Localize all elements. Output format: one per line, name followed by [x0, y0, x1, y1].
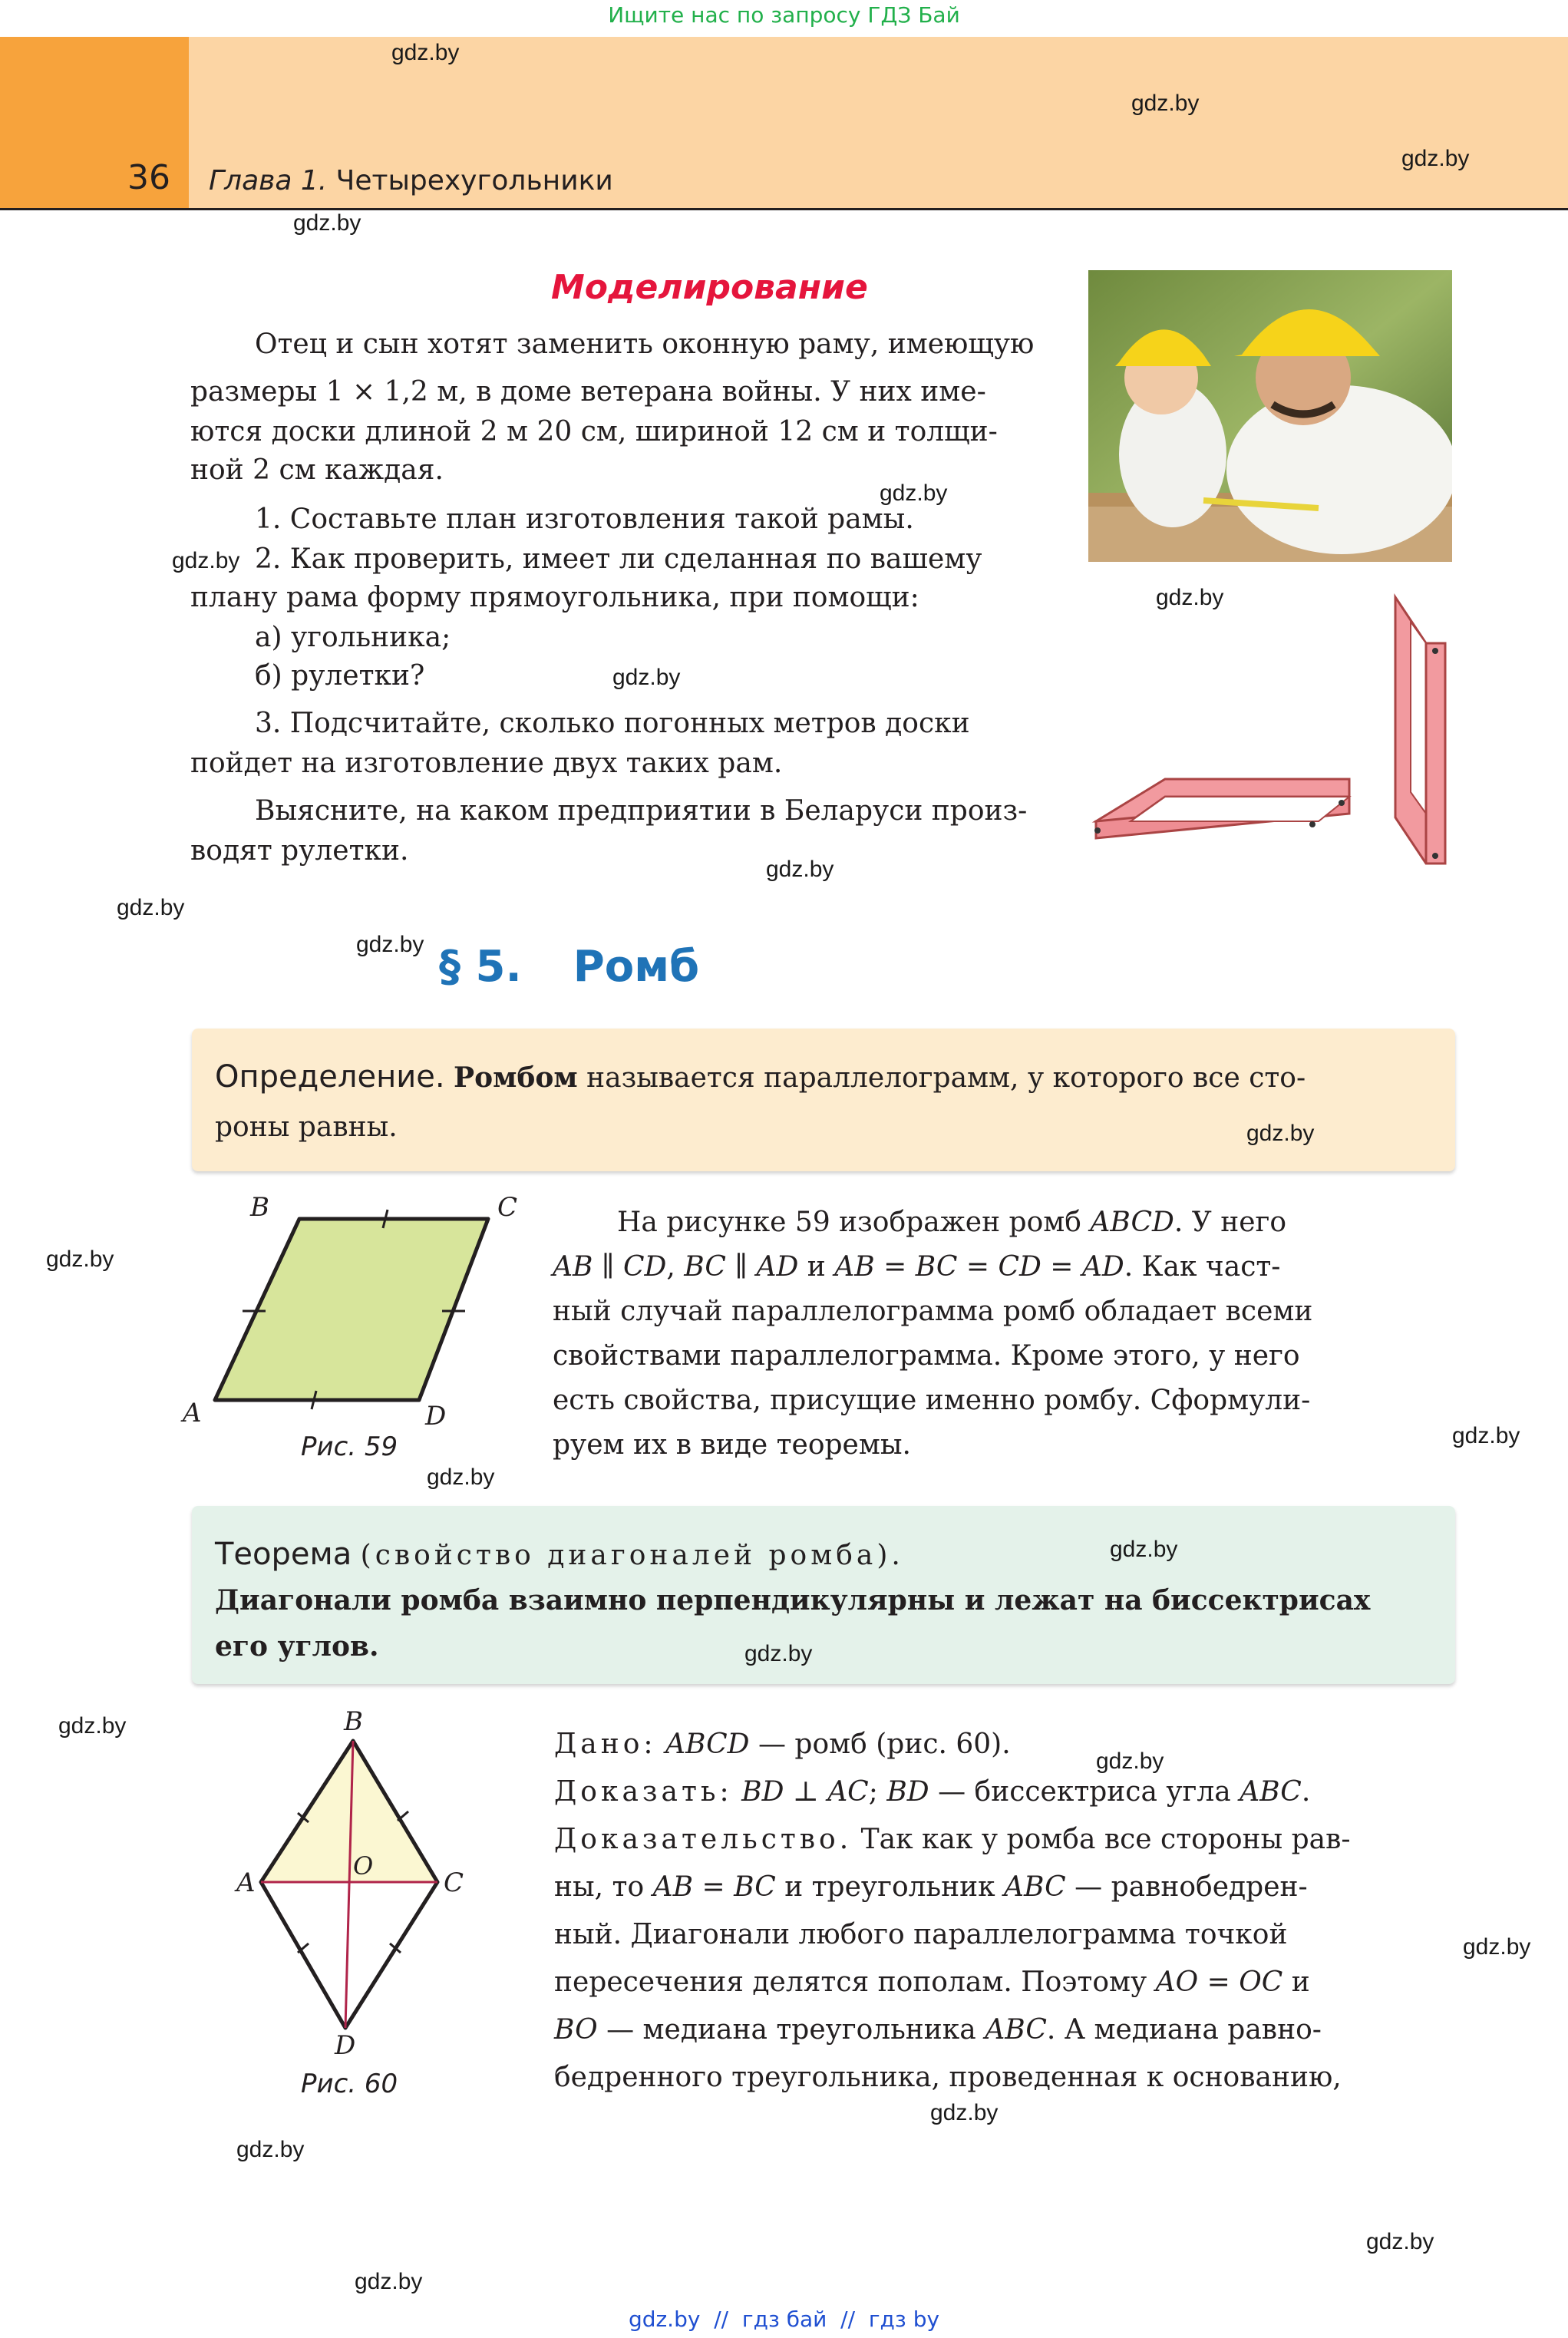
watermark: gdz.by [1246, 1121, 1315, 1146]
para59-l2-h: и [798, 1251, 835, 1283]
para59-l1-a: На рисунке 59 изображен ромб [617, 1207, 1091, 1238]
proof-l5-a: BO [554, 2014, 598, 2046]
proof-l2-c: и треугольник [775, 1871, 1005, 1903]
para59-l2-a: AB [553, 1251, 593, 1283]
para59-l1-c: . У него [1174, 1207, 1287, 1238]
watermark: gdz.by [236, 2137, 305, 2162]
watermark: gdz.by [172, 548, 240, 573]
para59-line-1 [617, 1204, 1455, 1242]
header-rule [0, 208, 1568, 210]
watermark: gdz.by [612, 665, 681, 690]
modeling-title: Моделирование [551, 268, 868, 307]
footer-links[interactable]: gdz.by // гдз бай // гдз by [628, 2307, 940, 2332]
prove-a: BD [741, 1776, 784, 1808]
para59-line-2 [553, 1248, 1280, 1286]
watermark: gdz.by [427, 1465, 495, 1490]
watermark: gdz.by [355, 2269, 423, 2294]
modeling-line-5: 1. Составьте план изготовления такой рамы. [255, 504, 914, 535]
given-label: Дано: [554, 1729, 657, 1760]
para59-l2-d: , [666, 1251, 685, 1283]
watermark: gdz.by [1096, 1749, 1164, 1774]
theorem-line-1 [215, 1535, 904, 1575]
para59-l2-j: . Как част- [1124, 1251, 1281, 1283]
theorem-line-2: Диагонали ромба взаимно перпендикулярны и лежат на биссектрисах [215, 1584, 1371, 1616]
proof-l5-c: ABC [985, 2014, 1047, 2046]
top-banner: Ищите нас по запросу ГДЗ Бай [608, 2, 960, 28]
modeling-line-13: водят рулетки. [190, 835, 409, 867]
proof-l2-b: AB = BC [652, 1871, 776, 1903]
figure-59-rhombus [169, 1194, 537, 1448]
fig59-label-d: D [425, 1401, 447, 1432]
section-heading [439, 941, 699, 993]
watermark: gdz.by [356, 932, 424, 957]
definition-line-2: роны равны. [215, 1111, 398, 1143]
watermark: gdz.by [1131, 91, 1200, 116]
para59-l2-e: BC [684, 1251, 726, 1283]
para59-l2-g: AD [756, 1251, 799, 1283]
prove-e: BD [886, 1776, 929, 1808]
proof-line-4 [554, 1963, 1310, 2002]
fig59-label-c: C [497, 1194, 518, 1223]
chapter-label: Глава 1. [209, 165, 328, 196]
fig60-label-o: O [353, 1851, 374, 1881]
modeling-line-6: 2. Как проверить, имеет ли сделанная по вашему [255, 543, 982, 575]
fig59-label-b: B [250, 1194, 269, 1223]
definition-line-1 [215, 1058, 1306, 1098]
photo-father-son [1088, 270, 1452, 562]
rhombus-shape [215, 1219, 488, 1400]
watermark: gdz.by [58, 1713, 127, 1739]
fig60-label-b: B [344, 1706, 363, 1737]
definition-box [192, 1029, 1455, 1171]
para59-line-6: руем их в виде теоремы. [553, 1429, 911, 1461]
modeling-line-9: б) рулетки? [255, 660, 425, 692]
section-title: Ромб [573, 942, 700, 992]
watermark: gdz.by [391, 40, 460, 65]
fig59-caption: Рис. 59 [301, 1432, 398, 1462]
watermark: gdz.by [1366, 2229, 1434, 2254]
prove-c: AC [827, 1776, 869, 1808]
theorem-label: Теорема [215, 1537, 352, 1572]
proof-l2-a: ны, то [554, 1871, 653, 1903]
modeling-line-7: плану рама форму прямоугольника, при помощи: [190, 582, 919, 613]
para59-line-3: ный случай параллелограмма ромб обладает всеми [553, 1296, 1313, 1327]
para59-l2-f: ∥ [725, 1251, 757, 1283]
para59-l2-b: ∥ [593, 1251, 623, 1283]
proof-l5-b: — медиана треугольника [597, 2014, 985, 2046]
modeling-line-10: 3. Подсчитайте, сколько погонных метров доски [255, 708, 970, 739]
fig60-label-c: C [444, 1867, 464, 1898]
prove-f: — биссектриса угла [929, 1776, 1240, 1808]
watermark: gdz.by [1110, 1537, 1178, 1562]
proof-line-1 [554, 1821, 1351, 1859]
chapter-heading [209, 164, 613, 198]
page-number: 36 [127, 158, 170, 197]
proof-l4-c: и [1282, 1966, 1310, 1998]
prove-d: ; [868, 1776, 887, 1808]
proof-l1: Так как у ромба все стороны рав- [852, 1824, 1351, 1855]
watermark: gdz.by [1156, 585, 1224, 610]
definition-rest: называется параллелограмм, у которого все сто- [577, 1062, 1306, 1094]
watermark: gdz.by [1401, 146, 1470, 171]
proof-l2-e: — равнобедрен- [1065, 1871, 1308, 1903]
definition-label: Определение. [215, 1059, 445, 1095]
prove-label: Доказать: [554, 1776, 733, 1808]
proof-prove [554, 1773, 1310, 1811]
proof-given [554, 1725, 1011, 1764]
watermark: gdz.by [293, 210, 361, 236]
proof-l5-d: . А медиана равно- [1046, 2014, 1322, 2046]
proof-l4-a: пересечения делятся пополам. Поэтому [554, 1966, 1156, 1998]
prove-g: ABC [1240, 1776, 1302, 1808]
watermark: gdz.by [1463, 1934, 1531, 1960]
watermark: gdz.by [46, 1247, 114, 1272]
watermark: gdz.by [930, 2100, 999, 2125]
watermark: gdz.by [1452, 1423, 1520, 1448]
modeling-line-8: а) угольника; [255, 622, 451, 653]
watermark: gdz.by [117, 895, 185, 920]
section-number: § 5. [439, 942, 522, 992]
proof-line-6: бедренного треугольника, проведенная к основанию, [554, 2062, 1342, 2093]
watermark: gdz.by [744, 1641, 813, 1666]
watermark: gdz.by [766, 857, 834, 882]
modeling-line-1: Отец и сын хотят заменить оконную раму, имеющую [255, 329, 1035, 360]
chapter-title: Четырехугольники [335, 165, 613, 196]
proof-l2-d: ABC [1004, 1871, 1066, 1903]
modeling-line-12: Выясните, на каком предприятии в Беларуси произ- [255, 795, 1028, 827]
prove-h: . [1301, 1776, 1311, 1808]
para59-l2-i: AB = BC = CD = AD [834, 1251, 1124, 1283]
modeling-line-11: пойдет на изготовление двух таких рам. [190, 748, 783, 779]
proof-label: Доказательство. [554, 1824, 853, 1855]
para59-line-5: есть свойства, присущие именно ромбу. Сформули- [553, 1385, 1311, 1416]
proof-line-2 [554, 1868, 1308, 1907]
para59-line-4: свойствами параллелограмма. Кроме этого, у него [553, 1340, 1300, 1372]
fig60-label-d: D [335, 2030, 356, 2060]
fig60-caption: Рис. 60 [301, 2069, 398, 2099]
modeling-line-2: размеры 1 × 1,2 м, в доме ветерана войны. У них име- [190, 376, 986, 408]
fig60-label-a: A [236, 1867, 256, 1898]
definition-term: Ромбом [454, 1062, 578, 1094]
watermark: gdz.by [880, 480, 948, 506]
frame-illustration [1088, 591, 1457, 867]
proof-line-5 [554, 2011, 1322, 2049]
proof-line-3: ный. Диагонали любого параллелограмма точкой [554, 1919, 1288, 1950]
proof-l4-b: AO = OC [1155, 1966, 1283, 1998]
theorem-paren: (свойство диагоналей ромба). [360, 1540, 904, 1571]
theorem-line-3: его углов. [215, 1630, 379, 1663]
para59-l1-b: ABCD [1090, 1207, 1174, 1238]
modeling-line-4: ной 2 см каждая. [190, 454, 444, 486]
modeling-line-3: ются доски длиной 2 м 20 см, шириной 12 см и толщи- [190, 416, 998, 447]
given-rest: — ромб (рис. 60). [749, 1729, 1011, 1760]
figure-60-rhombus [230, 1699, 491, 2060]
fig59-label-a: A [183, 1398, 202, 1428]
para59-l2-c: CD [622, 1251, 667, 1283]
prove-b: ⊥ [784, 1776, 828, 1808]
given-math: ABCD [665, 1729, 750, 1760]
